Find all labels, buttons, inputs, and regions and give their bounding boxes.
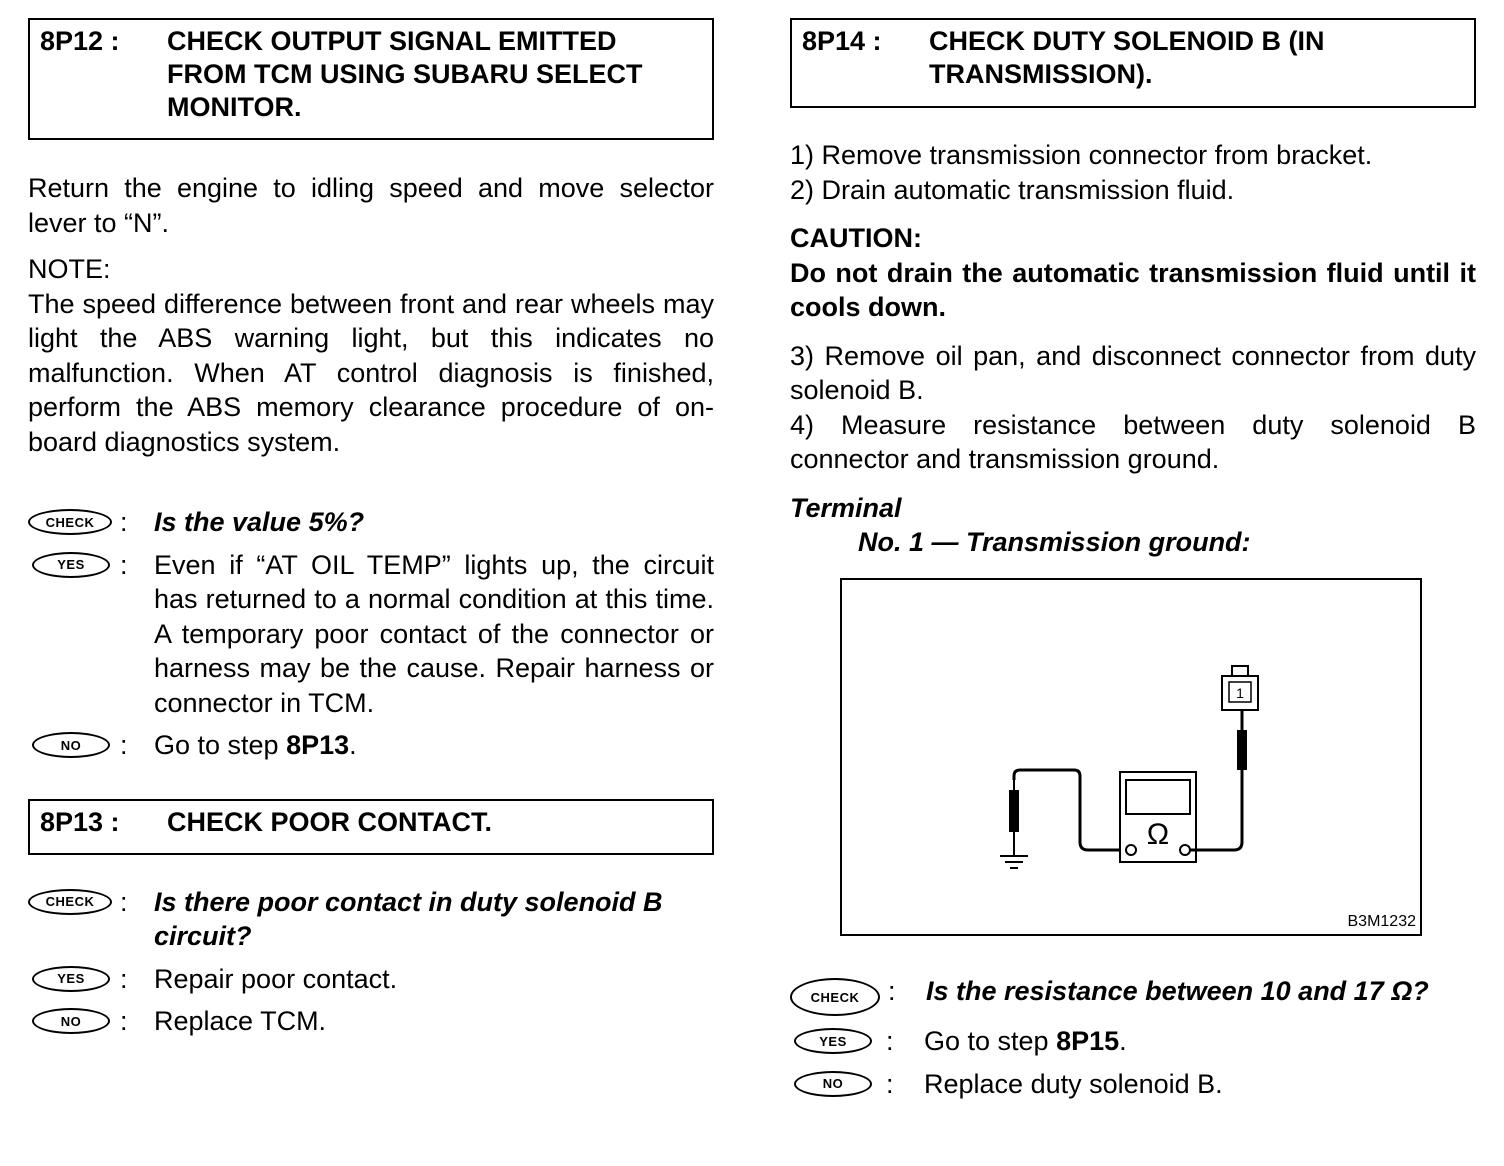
step-code: 8P14 : <box>802 26 882 56</box>
check-badge: CHECK <box>28 889 112 915</box>
no-answer: Replace TCM. <box>154 1006 327 1036</box>
ohm-symbol: Ω <box>1146 818 1170 851</box>
yes-answer-suffix: . <box>1119 1026 1127 1056</box>
no-badge: NO <box>794 1071 872 1097</box>
instruction-text: Return the engine to idling speed and move selector lever to “N”. <box>28 173 714 238</box>
colon: : <box>888 976 896 1006</box>
connector-icon <box>1222 666 1258 710</box>
procedure-step: 3) Remove oil pan, and disconnect connector from duty solenoid B. <box>790 340 1476 405</box>
test-probe <box>1237 730 1247 770</box>
check-row <box>790 974 1476 1016</box>
yes-badge: YES <box>794 1028 872 1054</box>
connector-pin-label: 1 <box>1236 685 1244 701</box>
colon: : <box>886 1068 894 1099</box>
ground-icon <box>1000 830 1028 868</box>
yes-row <box>790 1024 1476 1059</box>
check-question: Is there poor contact in duty solenoid B circuit? <box>154 886 663 951</box>
yes-answer-prefix: Go to step <box>924 1026 1057 1056</box>
step-code: 8P12 : <box>40 26 120 56</box>
note-text: The speed difference between front and rear wheels may light the ABS warning light, but this indicates no malfunction. When AT control diagnosis is finished, perform the ABS memory clearance procedure of on-board diagnostics system. <box>28 288 714 457</box>
no-row <box>28 1004 714 1039</box>
check-badge: CHECK <box>790 978 880 1016</box>
colon: : <box>120 549 128 580</box>
colon: : <box>120 507 128 537</box>
next-step-ref: 8P13 <box>286 730 350 760</box>
step-8p13-header <box>28 799 714 855</box>
yes-row <box>28 548 714 721</box>
step-code: 8P13 : <box>40 806 120 837</box>
yes-answer <box>924 1024 1476 1059</box>
ground-lead-wire <box>1014 770 1132 850</box>
ground-probe <box>1009 780 1019 832</box>
yes-answer: Repair poor contact. <box>154 963 398 994</box>
check-badge: CHECK <box>28 509 112 535</box>
no-answer-suffix: . <box>349 730 357 760</box>
check-question: Is the resistance between 10 and 17 Ω? <box>926 976 1429 1006</box>
terminal-label: Terminal <box>790 492 902 523</box>
caution-label: CAUTION: <box>790 223 922 253</box>
check-row <box>28 885 714 954</box>
check-question: Is the value 5%? <box>154 507 365 537</box>
right-column <box>790 18 1476 1099</box>
yes-badge: YES <box>32 552 110 578</box>
yes-badge: YES <box>32 966 110 992</box>
colon: : <box>120 1006 128 1036</box>
yes-answer: Even if “AT OIL TEMP” lights up, the circuit has returned to a normal condition at this time. A temporary poor contact of the connector or harness may be the cause. Repair harness or connector in TCM. <box>154 549 714 718</box>
caution-text: Do not drain the automatic transmission fluid until it cools down. <box>790 257 1476 322</box>
no-row <box>28 728 714 763</box>
colon: : <box>120 886 128 917</box>
step-title: CHECK OUTPUT SIGNAL EMITTED FROM TCM USING SUBARU SELECT MONITOR. <box>167 26 643 122</box>
procedure-step: 2) Drain automatic transmission fluid. <box>790 174 1235 205</box>
resistance-measurement-diagram <box>840 578 1422 936</box>
step-title: CHECK POOR CONTACT. <box>167 806 493 837</box>
no-answer: Replace duty solenoid B. <box>924 1068 1223 1099</box>
check-block <box>790 974 1476 1101</box>
no-badge: NO <box>32 732 110 758</box>
no-answer <box>154 728 714 763</box>
note-label: NOTE: <box>28 254 111 284</box>
procedure-step: 4) Measure resistance between duty solenoid B connector and transmission ground. <box>790 409 1476 474</box>
test-lead-wire <box>1190 700 1242 850</box>
terminal-spec: No. 1 — Transmission ground: <box>858 527 1251 557</box>
no-badge: NO <box>32 1008 110 1034</box>
colon: : <box>120 730 128 760</box>
figure-id: B3M1232 <box>1347 913 1416 930</box>
no-row <box>790 1067 1476 1102</box>
left-column <box>28 18 714 1039</box>
step-8p14-header <box>790 18 1476 108</box>
colon: : <box>120 963 128 994</box>
ohmmeter-icon <box>1120 772 1196 862</box>
colon: : <box>886 1026 894 1056</box>
check-row <box>28 505 714 540</box>
next-step-ref: 8P15 <box>1056 1026 1120 1056</box>
circuit-illustration <box>842 580 1420 934</box>
procedure-step: 1) Remove transmission connector from bracket. <box>790 140 1373 170</box>
step-title: CHECK DUTY SOLENOID B (IN TRANSMISSION). <box>929 26 1325 89</box>
no-answer-prefix: Go to step <box>154 730 287 760</box>
yes-row <box>28 962 714 997</box>
step-8p12-header <box>28 18 714 140</box>
